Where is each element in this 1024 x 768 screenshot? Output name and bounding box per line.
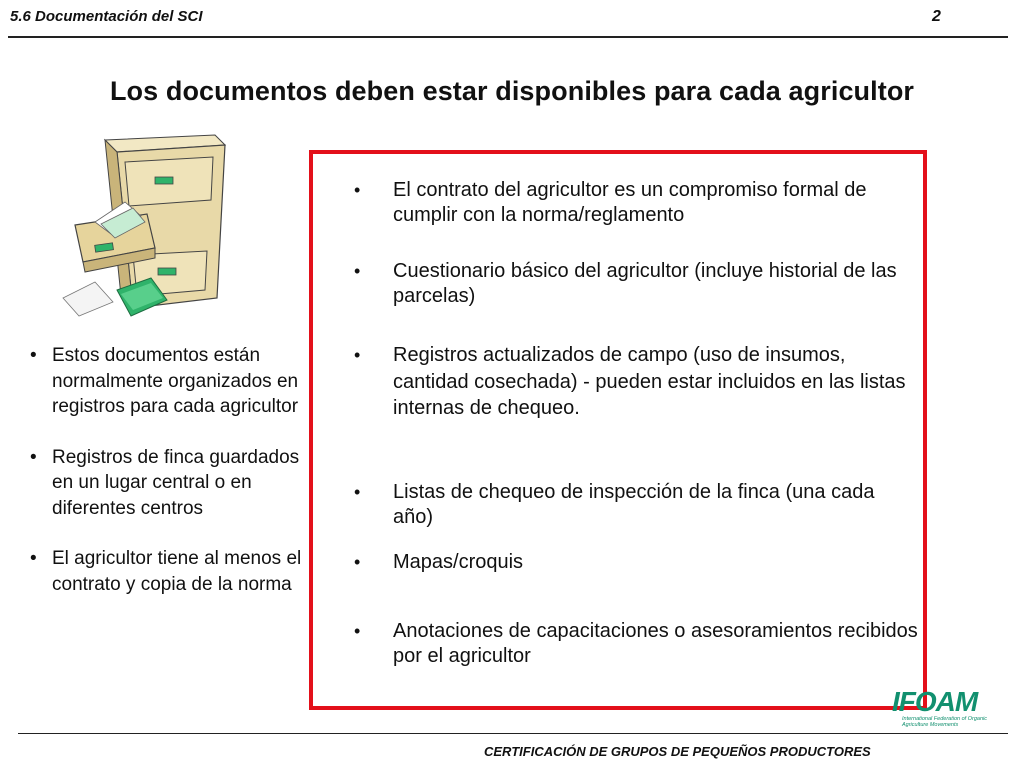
right-bullet-item xyxy=(354,480,918,530)
bullet-marker: • xyxy=(354,482,361,502)
slide-title: Los documentos deben estar disponibles para cada agricultor xyxy=(109,76,915,106)
right-bullet-item xyxy=(354,342,918,422)
left-bullet-item: • Estos documentos están normalmente organizados en registros para cada agricultor xyxy=(28,343,303,420)
bottom-divider xyxy=(18,733,1008,734)
bullet-marker: • xyxy=(354,261,361,281)
right-bullet-text: Listas de chequeo de inspección de la finca (una cada año) xyxy=(393,481,875,528)
filing-cabinet-icon xyxy=(55,130,230,320)
right-bullet-text: Registros actualizados de campo (uso de insumos, cantidad cosechada) - pueden estar incluidos en las listas internas de chequeo. xyxy=(393,344,906,419)
right-bullet-item xyxy=(354,550,918,575)
bullet-marker: • xyxy=(354,552,361,572)
section-header: 5.6 Documentación del SCI xyxy=(10,8,203,25)
left-bullet-list xyxy=(28,343,303,622)
right-bullet-text: Mapas/croquis xyxy=(393,551,524,573)
ifoam-logo xyxy=(892,686,992,732)
bullet-marker: • xyxy=(354,345,361,365)
bullet-marker: • xyxy=(354,621,361,641)
bullet-marker: • xyxy=(354,180,361,200)
right-bullet-item xyxy=(354,178,918,228)
right-bullet-text: Cuestionario básico del agricultor (incluye historial de las parcelas) xyxy=(393,260,897,307)
page-number: 2 xyxy=(932,8,941,25)
right-bullet-item xyxy=(354,619,918,669)
right-bullet-text: Anotaciones de capacitaciones o asesoramientos recibidos por el agricultor xyxy=(393,620,918,667)
logo-subtitle: International Federation of Organic Agriculture Movements xyxy=(902,716,987,728)
left-bullet-item: • Registros de finca guardados en un lugar central o en diferentes centros xyxy=(28,445,303,522)
logo-wordmark: IFOAM xyxy=(892,686,978,717)
footer-text: CERTIFICACIÓN DE GRUPOS DE PEQUEÑOS PRODUCTORES xyxy=(484,744,871,759)
right-bullet-item xyxy=(354,259,918,309)
top-divider xyxy=(8,36,1008,38)
left-bullet-item: • El agricultor tiene al menos el contrato y copia de la norma xyxy=(28,546,303,597)
right-bullet-text: El contrato del agricultor es un compromiso formal de cumplir con la norma/reglamento xyxy=(393,179,867,226)
